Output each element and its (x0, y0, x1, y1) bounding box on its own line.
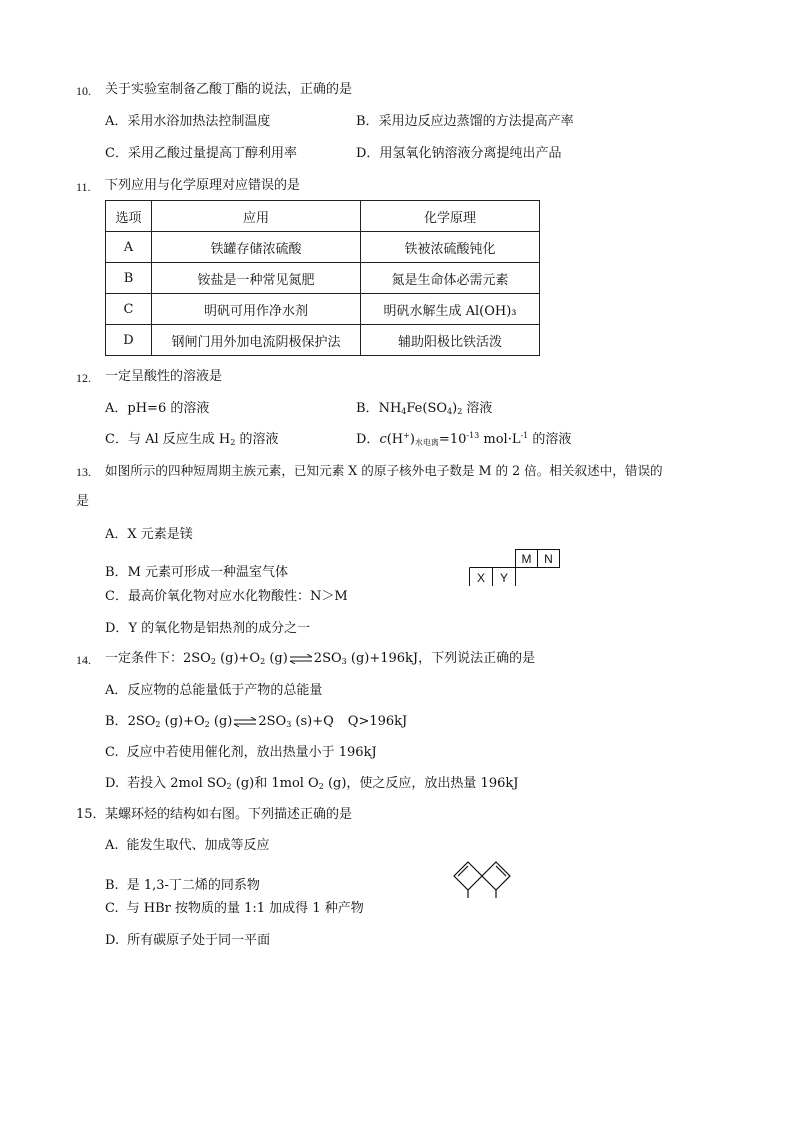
q12-option-b: B．$NH_4Fe(SO_4)_2$ 溶液 (356, 401, 493, 416)
q12-option-a: A．pH=6 的溶液 (105, 401, 210, 416)
q10-stem: 关于实验室制备乙酸丁酯的说法，正确的是 (105, 82, 353, 97)
table-cell: A (106, 232, 152, 263)
table-cell: 钢闸门用外加电流阴极保护法 (152, 325, 361, 356)
q13-stem-line1: 如图所示的四种短周期主族元素，已知元素 X 的原子核外电子数是 M 的 2 倍。相关叙述中，错误的 (105, 463, 663, 478)
q14-option-c: C. 反应中若使用催化剂，放出热量小于 196kJ (105, 745, 377, 760)
table-cell: 明矾水解生成 Al(OH)₃ (361, 294, 540, 325)
table-row (106, 294, 540, 325)
q14-option-b: B．$2SO_2$ $(g)+O_2$ (g) $2SO_3$ (s)+Q Q>196kJ (105, 714, 408, 729)
q13-option-d: D．Y 的氧化物是铝热剂的成分之一 (105, 621, 311, 636)
table-cell: C (106, 294, 152, 325)
table-header-cell: 选项 (106, 201, 152, 232)
table-header-row (106, 201, 540, 232)
table-row (106, 263, 540, 294)
q12-option-c: C．与 Al 反应生成 $H_2$ 的溶液 (105, 432, 279, 447)
q15-option-c: C. 与 HBr 按物质的量 1:1 加成得 1 种产物 (105, 901, 364, 916)
element-m-label: M (521, 552, 532, 566)
periodic-table-fragment (465, 546, 565, 588)
q14-option-a: A．反应物的总能量低于产物的总能量 (105, 683, 323, 698)
equilibrium-arrow-icon (288, 654, 314, 664)
table-cell: 铁罐存储浓硫酸 (152, 232, 361, 263)
q10-option-c: C．采用乙酸过量提高丁醇利用率 (105, 146, 297, 161)
q15-number: 15． (76, 807, 106, 822)
q15-stem: 某螺环烃的结构如右图。下列描述正确的是 (105, 807, 353, 822)
q12-stem: 一定呈酸性的溶液是 (105, 369, 223, 384)
table-row (106, 325, 540, 356)
q12-option-d: D．$c(H^+)_{水电离}=10^{-13}$ $mol\cdot L^{-1}$ 的溶液 (356, 431, 572, 447)
q14-option-d: D. 若投入 2mol $SO_2$ (g)和 1mol $O_2$ (g)，使之反应，放出热量 196kJ (105, 776, 519, 791)
table-header-cell: 应用 (152, 201, 361, 232)
table-cell: B (106, 263, 152, 294)
table-cell: 氮是生命体必需元素 (361, 263, 540, 294)
q11-stem: 下列应用与化学原理对应错误的是 (105, 178, 301, 193)
table-cell: 明矾可用作净水剂 (152, 294, 361, 325)
q11-table (105, 200, 540, 356)
q14-number: 14. (76, 653, 91, 667)
q10-number: 10. (76, 84, 91, 98)
table-header-cell: 化学原理 (361, 201, 540, 232)
spiro-hydrocarbon-structure (452, 858, 518, 902)
element-n-label: N (544, 552, 553, 566)
table-row (106, 232, 540, 263)
q15-option-d: D. 所有碳原子处于同一平面 (105, 933, 271, 948)
table-cell: D (106, 325, 152, 356)
q13-number: 13. (76, 465, 91, 479)
q13-stem-line2: 是 (76, 494, 90, 509)
q10-option-a: A．采用水浴加热法控制温度 (105, 114, 271, 129)
element-x-label: X (476, 571, 486, 585)
q15-option-a: A. 能发生取代、加成等反应 (105, 838, 270, 853)
table-cell: 铁被浓硫酸钝化 (361, 232, 540, 263)
q10-option-b: B．采用边反应边蒸馏的方法提高产率 (356, 114, 574, 129)
q12-number: 12. (76, 371, 91, 385)
table-cell: 辅助阳极比铁活泼 (361, 325, 540, 356)
element-y-label: Y (499, 571, 509, 585)
q14-stem: 一定条件下：$2SO_2$ $(g)+O_2$ (g) $2SO_3$ (g)+196kJ，下列说法正确的是 (105, 651, 536, 666)
q11-number: 11. (76, 180, 91, 194)
table-cell: 铵盐是一种常见氮肥 (152, 263, 361, 294)
q13-option-c: C．最高价氧化物对应水化物酸性：N＞M (105, 589, 348, 604)
q10-option-d: D．用氢氧化钠溶液分离提纯出产品 (356, 146, 562, 161)
q13-option-b: B．M 元素可形成一种温室气体 (105, 565, 289, 580)
q13-option-a: A．X 元素是镁 (105, 527, 193, 542)
q15-option-b: B. 是 1,3-丁二烯的同系物 (105, 878, 260, 893)
equilibrium-arrow-icon (232, 717, 258, 727)
